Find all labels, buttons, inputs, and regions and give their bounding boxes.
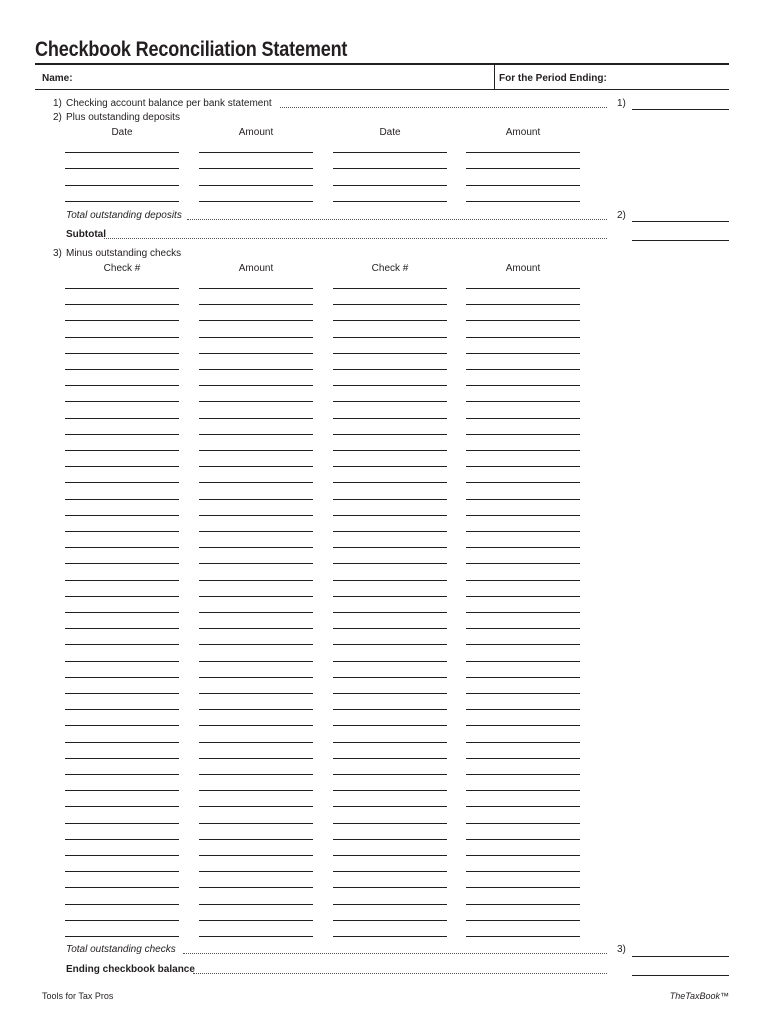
checks_table-entry-line[interactable]: [65, 596, 179, 597]
checks_table-entry-line[interactable]: [466, 904, 580, 905]
checks_table-entry-line[interactable]: [199, 304, 313, 305]
checks_table-entry-line[interactable]: [65, 304, 179, 305]
checks_table-entry-line[interactable]: [333, 385, 447, 386]
checks_table-entry-line[interactable]: [199, 418, 313, 419]
checks_table-entry-line[interactable]: [65, 806, 179, 807]
checks_table-entry-line[interactable]: [466, 515, 580, 516]
checks_table-entry-line[interactable]: [466, 644, 580, 645]
line2-number: 2): [53, 112, 62, 123]
checks_table-entry-line[interactable]: [466, 563, 580, 564]
checks_table-entry-line[interactable]: [65, 855, 179, 856]
checks_table-entry-line[interactable]: [466, 482, 580, 483]
checks_table-entry-line[interactable]: [65, 418, 179, 419]
ending-balance-label: Ending checkbook balance: [66, 964, 195, 975]
checks_table-entry-line[interactable]: [199, 644, 313, 645]
checks_table-entry-line[interactable]: [466, 547, 580, 548]
checks_table-entry-line[interactable]: [333, 466, 447, 467]
deposits_table-entry-line[interactable]: [199, 152, 313, 153]
checks_table-entry-line[interactable]: [65, 693, 179, 694]
checks_table-entry-line[interactable]: [466, 839, 580, 840]
line1-number: 1): [53, 98, 62, 109]
checks_table-entry-line[interactable]: [333, 531, 447, 532]
checks_table-entry-line[interactable]: [333, 320, 447, 321]
checks_table-entry-line[interactable]: [466, 887, 580, 888]
checks_table-entry-line[interactable]: [65, 482, 179, 483]
checks_table-entry-line[interactable]: [65, 401, 179, 402]
deposits_table-entry-line[interactable]: [333, 201, 447, 202]
checks_table-entry-line[interactable]: [65, 936, 179, 937]
checks_table-entry-line[interactable]: [466, 304, 580, 305]
checks_table-entry-line[interactable]: [333, 920, 447, 921]
checks_table-entry-line[interactable]: [65, 887, 179, 888]
total-deposits-label: Total outstanding deposits: [66, 210, 182, 221]
checks_table-entry-line[interactable]: [466, 790, 580, 791]
checks_table-entry-line[interactable]: [466, 677, 580, 678]
checks_table-entry-line[interactable]: [199, 823, 313, 824]
line1-ref: 1): [617, 98, 626, 109]
checks_table-entry-line[interactable]: [466, 288, 580, 289]
checks_table-entry-line[interactable]: [199, 709, 313, 710]
deposits_table-entry-line[interactable]: [199, 185, 313, 186]
checks_table-entry-line[interactable]: [466, 596, 580, 597]
checks_table-entry-line[interactable]: [466, 369, 580, 370]
header-separator: [494, 65, 495, 89]
period-ending-label: For the Period Ending:: [499, 73, 607, 84]
line1-leader: [280, 107, 607, 108]
checks_table-entry-line[interactable]: [65, 742, 179, 743]
checks_table-entry-line[interactable]: [199, 661, 313, 662]
checks_table-entry-line[interactable]: [333, 855, 447, 856]
total-checks-label: Total outstanding checks: [66, 944, 176, 955]
deposits_table-entry-line[interactable]: [65, 201, 179, 202]
checks_table-entry-line[interactable]: [199, 628, 313, 629]
checks_table-entry-line[interactable]: [466, 806, 580, 807]
checks_table-entry-line[interactable]: [333, 758, 447, 759]
line2-label: Plus outstanding deposits: [66, 112, 180, 123]
checks_table-entry-line[interactable]: [333, 644, 447, 645]
checks_table-entry-line[interactable]: [199, 904, 313, 905]
checks_table-entry-line[interactable]: [466, 855, 580, 856]
page-title: Checkbook Reconciliation Statement: [35, 38, 348, 61]
header-rule: [35, 89, 729, 90]
checks_table-entry-line[interactable]: [333, 499, 447, 500]
checks_table-entry-line[interactable]: [199, 920, 313, 921]
total-deposits-leader: [187, 219, 607, 220]
subtotal-leader: [104, 238, 607, 239]
checks_table-entry-line[interactable]: [466, 709, 580, 710]
deposits_table-col-header: Amount: [505, 127, 541, 138]
checks_table-entry-line[interactable]: [65, 563, 179, 564]
deposits_table-col-header: Amount: [238, 127, 274, 138]
checks_table-entry-line[interactable]: [199, 936, 313, 937]
checks_table-entry-line[interactable]: [333, 871, 447, 872]
checks_table-entry-line[interactable]: [333, 887, 447, 888]
footer-left: Tools for Tax Pros: [42, 991, 114, 1001]
checks_table-entry-line[interactable]: [333, 547, 447, 548]
checks_table-entry-line[interactable]: [199, 466, 313, 467]
checks_table-entry-line[interactable]: [199, 288, 313, 289]
checks_table-entry-line[interactable]: [333, 288, 447, 289]
checks_table-entry-line[interactable]: [466, 661, 580, 662]
checks_table-entry-line[interactable]: [466, 320, 580, 321]
deposits_table-col-header: Date: [379, 127, 401, 138]
checks_table-col-header: Amount: [238, 263, 274, 274]
checks_table-entry-line[interactable]: [65, 823, 179, 824]
checks_table-entry-line[interactable]: [199, 725, 313, 726]
checks_table-entry-line[interactable]: [333, 418, 447, 419]
ending-balance-leader: [193, 973, 607, 974]
checks_table-entry-line[interactable]: [333, 661, 447, 662]
checks_table-entry-line[interactable]: [65, 904, 179, 905]
checks_table-entry-line[interactable]: [466, 385, 580, 386]
line1-amount-field[interactable]: [632, 109, 729, 110]
name-label: Name:: [42, 73, 73, 84]
checks_table-entry-line[interactable]: [199, 774, 313, 775]
checks_table-entry-line[interactable]: [333, 304, 447, 305]
deposits_table-entry-line[interactable]: [333, 168, 447, 169]
checks_table-entry-line[interactable]: [199, 563, 313, 564]
checks_table-entry-line[interactable]: [199, 531, 313, 532]
checks_table-entry-line[interactable]: [65, 920, 179, 921]
checks_table-entry-line[interactable]: [199, 353, 313, 354]
checks_table-entry-line[interactable]: [466, 337, 580, 338]
checks_table-entry-line[interactable]: [199, 369, 313, 370]
total-checks-ref: 3): [617, 944, 626, 955]
subtotal-field[interactable]: [632, 240, 729, 241]
checks_table-entry-line[interactable]: [333, 823, 447, 824]
deposits_table-entry-line[interactable]: [466, 201, 580, 202]
footer-right: TheTaxBook™: [669, 991, 729, 1001]
checks_table-entry-line[interactable]: [333, 693, 447, 694]
checks_table-entry-line[interactable]: [199, 855, 313, 856]
checks_table-entry-line[interactable]: [65, 709, 179, 710]
checks_table-entry-line[interactable]: [333, 725, 447, 726]
checks_table-entry-line[interactable]: [65, 450, 179, 451]
checks_table-entry-line[interactable]: [333, 628, 447, 629]
line1-label: Checking account balance per bank statement: [66, 98, 272, 109]
checks_table-entry-line[interactable]: [199, 806, 313, 807]
checks_table-entry-line[interactable]: [466, 466, 580, 467]
total-checks-leader: [183, 953, 607, 954]
checks_table-entry-line[interactable]: [199, 742, 313, 743]
checks_table-entry-line[interactable]: [199, 320, 313, 321]
checks_table-entry-line[interactable]: [333, 563, 447, 564]
checks_table-entry-line[interactable]: [466, 580, 580, 581]
checks_table-entry-line[interactable]: [65, 758, 179, 759]
checks_table-entry-line[interactable]: [199, 499, 313, 500]
checks_table-entry-line[interactable]: [333, 401, 447, 402]
checks_table-entry-line[interactable]: [333, 596, 447, 597]
checks_table-entry-line[interactable]: [65, 353, 179, 354]
checks_table-entry-line[interactable]: [466, 920, 580, 921]
checks_table-entry-line[interactable]: [65, 531, 179, 532]
checks_table-entry-line[interactable]: [466, 774, 580, 775]
checks_table-entry-line[interactable]: [199, 401, 313, 402]
checks_table-entry-line[interactable]: [333, 790, 447, 791]
checks_table-entry-line[interactable]: [199, 612, 313, 613]
checks_table-entry-line[interactable]: [199, 693, 313, 694]
checks_table-entry-line[interactable]: [199, 596, 313, 597]
checks_table-entry-line[interactable]: [333, 580, 447, 581]
checks_table-entry-line[interactable]: [466, 823, 580, 824]
checks_table-entry-line[interactable]: [466, 450, 580, 451]
checks_table-entry-line[interactable]: [466, 434, 580, 435]
checks_table-entry-line[interactable]: [199, 547, 313, 548]
checks_table-entry-line[interactable]: [65, 320, 179, 321]
checks_table-col-header: Amount: [505, 263, 541, 274]
checks_table-entry-line[interactable]: [333, 806, 447, 807]
checks_table-entry-line[interactable]: [65, 369, 179, 370]
deposits_table-entry-line[interactable]: [466, 168, 580, 169]
checks_table-entry-line[interactable]: [466, 612, 580, 613]
checks_table-entry-line[interactable]: [199, 434, 313, 435]
checks_table-entry-line[interactable]: [333, 434, 447, 435]
deposits_table-entry-line[interactable]: [199, 201, 313, 202]
checks_table-entry-line[interactable]: [333, 904, 447, 905]
checks_table-entry-line[interactable]: [466, 693, 580, 694]
checks_table-entry-line[interactable]: [199, 790, 313, 791]
line3-label: Minus outstanding checks: [66, 248, 182, 259]
total-deposits-field[interactable]: [632, 221, 729, 222]
checks_table-entry-line[interactable]: [199, 337, 313, 338]
checks_table-entry-line[interactable]: [466, 742, 580, 743]
checks_table-entry-line[interactable]: [466, 401, 580, 402]
checks_table-entry-line[interactable]: [333, 369, 447, 370]
checks_table-entry-line[interactable]: [466, 353, 580, 354]
checks_table-entry-line[interactable]: [333, 482, 447, 483]
checks_table-entry-line[interactable]: [65, 547, 179, 548]
checks_table-entry-line[interactable]: [65, 839, 179, 840]
checks_table-entry-line[interactable]: [65, 790, 179, 791]
checks_table-entry-line[interactable]: [65, 661, 179, 662]
checks_table-entry-line[interactable]: [333, 742, 447, 743]
checks_table-entry-line[interactable]: [333, 515, 447, 516]
deposits_table-entry-line[interactable]: [333, 185, 447, 186]
checks_table-entry-line[interactable]: [466, 628, 580, 629]
checks_table-entry-line[interactable]: [199, 758, 313, 759]
deposits_table-entry-line[interactable]: [65, 152, 179, 153]
total-deposits-ref: 2): [617, 210, 626, 221]
checks_table-col-header: Check #: [103, 263, 141, 274]
checks_table-entry-line[interactable]: [199, 515, 313, 516]
checks_table-entry-line[interactable]: [466, 418, 580, 419]
checks_table-entry-line[interactable]: [65, 499, 179, 500]
checks_table-entry-line[interactable]: [65, 434, 179, 435]
checks_table-entry-line[interactable]: [333, 450, 447, 451]
checks_table-col-header: Check #: [371, 263, 409, 274]
checks_table-entry-line[interactable]: [333, 353, 447, 354]
deposits_table-entry-line[interactable]: [199, 168, 313, 169]
checks_table-entry-line[interactable]: [466, 936, 580, 937]
checks_table-entry-line[interactable]: [65, 466, 179, 467]
title-rule: [35, 63, 729, 65]
checks_table-entry-line[interactable]: [333, 774, 447, 775]
checks_table-entry-line[interactable]: [333, 709, 447, 710]
checks_table-entry-line[interactable]: [333, 936, 447, 937]
checks_table-entry-line[interactable]: [65, 385, 179, 386]
ending-balance-field[interactable]: [632, 975, 729, 976]
deposits_table-entry-line[interactable]: [65, 185, 179, 186]
subtotal-label: Subtotal: [66, 229, 106, 240]
checks_table-entry-line[interactable]: [333, 337, 447, 338]
deposits_table-entry-line[interactable]: [65, 168, 179, 169]
line3-number: 3): [53, 248, 62, 259]
checks_table-entry-line[interactable]: [199, 482, 313, 483]
checks_table-entry-line[interactable]: [466, 725, 580, 726]
checks_table-entry-line[interactable]: [65, 628, 179, 629]
checks_table-entry-line[interactable]: [65, 725, 179, 726]
checks_table-entry-line[interactable]: [199, 887, 313, 888]
checks_table-entry-line[interactable]: [333, 677, 447, 678]
checks_table-entry-line[interactable]: [65, 515, 179, 516]
checks_table-entry-line[interactable]: [65, 288, 179, 289]
checks_table-entry-line[interactable]: [199, 839, 313, 840]
checks_table-entry-line[interactable]: [65, 644, 179, 645]
checks_table-entry-line[interactable]: [466, 758, 580, 759]
checks_table-entry-line[interactable]: [65, 612, 179, 613]
checks_table-entry-line[interactable]: [199, 677, 313, 678]
checks_table-entry-line[interactable]: [65, 337, 179, 338]
checks_table-entry-line[interactable]: [466, 531, 580, 532]
checks_table-entry-line[interactable]: [199, 450, 313, 451]
deposits_table-entry-line[interactable]: [333, 152, 447, 153]
deposits_table-col-header: Date: [111, 127, 133, 138]
checks_table-entry-line[interactable]: [199, 580, 313, 581]
total-checks-field[interactable]: [632, 956, 729, 957]
checks_table-entry-line[interactable]: [466, 871, 580, 872]
deposits_table-entry-line[interactable]: [466, 152, 580, 153]
checks_table-entry-line[interactable]: [199, 385, 313, 386]
checks_table-entry-line[interactable]: [65, 871, 179, 872]
checks_table-entry-line[interactable]: [199, 871, 313, 872]
deposits_table-entry-line[interactable]: [466, 185, 580, 186]
checks_table-entry-line[interactable]: [333, 612, 447, 613]
checks_table-entry-line[interactable]: [65, 774, 179, 775]
checks_table-entry-line[interactable]: [65, 677, 179, 678]
checks_table-entry-line[interactable]: [466, 499, 580, 500]
checks_table-entry-line[interactable]: [333, 839, 447, 840]
checks_table-entry-line[interactable]: [65, 580, 179, 581]
